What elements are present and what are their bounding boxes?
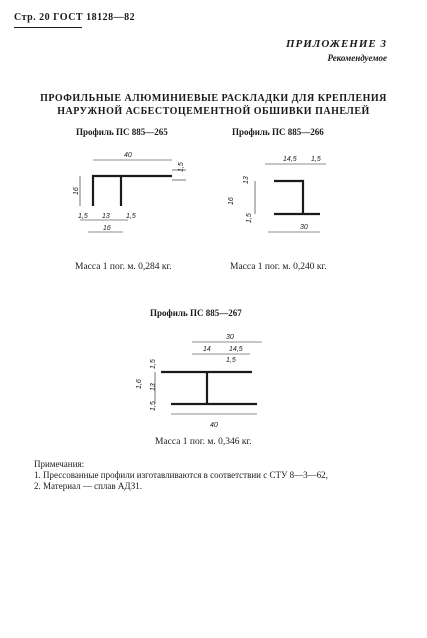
notes-heading: Примечания:: [34, 459, 85, 469]
profile-2-caption: Профиль ПС 885—266: [232, 127, 324, 137]
profile-3-caption: Профиль ПС 885—267: [150, 308, 242, 318]
profile-3-shape: [161, 372, 257, 404]
profile-3-dim-web: 1,5: [226, 357, 236, 364]
note-1: 1. Прессованные профили изготавливаются в соответствии с СТУ 8—3—62,: [34, 470, 328, 480]
profile-3-mass: Масса 1 пог. м. 0,346 кг.: [155, 437, 252, 447]
profile-2-dim-top-right: 1,5: [311, 156, 321, 163]
profile-3-dim-inner: 13: [150, 383, 157, 391]
document-title-line-2: НАРУЖНОЙ АСБЕСТОЦЕМЕНТНОЙ ОБШИВКИ ПАНЕЛЕЙ: [57, 106, 370, 117]
page-header: Стр. 20 ГОСТ 18128—82: [14, 12, 136, 23]
appendix-title: ПРИЛОЖЕНИЕ 3: [285, 38, 387, 50]
profile-2-dim-base: 30: [300, 224, 308, 231]
profile-1-mass: Масса 1 пог. м. 0,284 кг.: [75, 262, 172, 272]
profile-3-dim-flange-top: 1,5: [150, 359, 157, 369]
document-title-line-1: ПРОФИЛЬНЫЕ АЛЮМИНИЕВЫЕ РАСКЛАДКИ ДЛЯ КРЕПЛЕНИЯ: [40, 93, 387, 104]
profile-1-caption: Профиль ПС 885—265: [76, 127, 168, 137]
profile-3-dim-right: 14,5: [229, 346, 243, 353]
profile-1-dim-base: 16: [103, 225, 111, 232]
profile-1-dim-thickness: 1,5: [178, 162, 185, 172]
profile-2-dim-side: 13: [243, 176, 250, 184]
profile-1-dim-height: 16: [73, 187, 80, 195]
profile-3-dim-overall: 30: [226, 334, 234, 341]
profile-1-dim-gap: 13: [102, 213, 110, 220]
profile-2-dim-height: 16: [228, 197, 235, 205]
profile-1-dim-right: 1,5: [126, 213, 136, 220]
profile-3-dim-total: 1,6: [136, 379, 143, 389]
profile-1-dim-offset: 1,5: [78, 213, 88, 220]
appendix-subtitle: Рекомендуемое: [327, 53, 387, 63]
profile-1-dim-overall: 40: [124, 152, 132, 159]
profile-3-dim-flange-bottom: 1,5: [150, 401, 157, 411]
profile-3-dim-base: 40: [210, 422, 218, 429]
profile-2-dim-top: 14,5: [283, 156, 297, 163]
profile-3-dim-left: 14: [203, 346, 211, 353]
profile-2-dim-bottom: 1,5: [246, 213, 253, 223]
profile-2-mass: Масса 1 пог. м. 0,240 кг.: [230, 262, 327, 272]
note-2: 2. Материал — сплав АДЗ1.: [34, 481, 142, 491]
